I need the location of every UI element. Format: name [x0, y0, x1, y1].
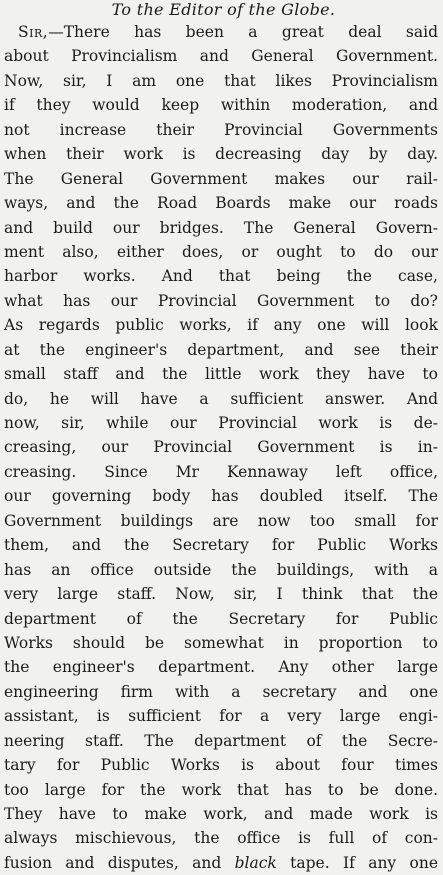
text-line-content: department of the Secretary for Public [4, 609, 438, 628]
text-line [4, 289, 438, 313]
text-line [4, 631, 438, 655]
text-line-content: creasing, our Provincial Government is in- [4, 438, 438, 457]
text-line-content: them, and the Secretary for Public Works [4, 536, 438, 555]
text-line [4, 191, 438, 215]
text-line-content: too large for the work that has to be done. [4, 780, 438, 799]
text-line [4, 118, 438, 142]
text-line-content: has an office outside the buildings, with a [4, 560, 438, 579]
text-line [4, 558, 438, 582]
italic-word: black [234, 853, 277, 872]
text-line [4, 387, 438, 411]
text-line-content: the engineer's department. Any other large [4, 658, 438, 677]
text-line-content: always mischievous, the office is full of con- [4, 829, 438, 848]
text-line [4, 607, 438, 631]
text-line [4, 264, 438, 288]
text-line [4, 216, 438, 240]
text-line-content: As regards public works, if any one will look [4, 316, 438, 335]
text-line-content: about Provincialism and General Government. [4, 47, 438, 66]
text-line-content: neering staff. The department of the Secre- [4, 731, 438, 750]
text-line-content: do, he will have a sufficient answer. And [4, 389, 438, 408]
text-line-content: engineering firm with a secretary and one [4, 682, 438, 701]
text-line [4, 93, 438, 117]
text-line [4, 680, 438, 704]
text-line [4, 20, 438, 44]
text-line [4, 704, 438, 728]
text-line-content: our governing body has doubled itself. The [4, 487, 438, 506]
letter-heading: To the Editor of the Globe. [111, 0, 336, 19]
text-line [4, 338, 438, 362]
text-line-suffix: tape. If any one [276, 853, 438, 872]
text-line [4, 435, 438, 459]
text-line-content: ment also, either does, or ought to do our [4, 242, 438, 261]
text-line-content: very large staff. Now, sir, I think that the [4, 585, 438, 604]
text-line [4, 851, 438, 875]
text-line-content: and build our bridges. The General Govern- [4, 218, 438, 237]
text-line [4, 142, 438, 166]
text-line [4, 167, 438, 191]
text-line-content: now, sir, while our Provincial work is de- [4, 414, 438, 432]
text-line-content: what has our Provincial Government to do? [4, 291, 438, 310]
text-line [4, 729, 438, 753]
text-line-content: The General Government makes our rail- [4, 169, 438, 188]
text-line-content: Works should be somewhat in proportion to [4, 633, 438, 652]
text-line [4, 655, 438, 679]
text-line-content: tary for Public Works is about four times [4, 756, 438, 775]
text-line-content: when their work is decreasing day by day. [4, 145, 438, 164]
text-line-content: assistant, is sufficient for a very large engi- [4, 707, 438, 726]
text-line-content: Now, sir, I am one that likes Provincialism [4, 71, 438, 90]
text-line-content: creasing. Since Mr Kennaway left office, [4, 462, 438, 481]
text-line [4, 778, 438, 802]
text-line [4, 533, 438, 557]
text-line [4, 69, 438, 93]
text-line-content: if they would keep within moderation, and [4, 96, 438, 115]
text-line [4, 411, 438, 435]
text-line-content: —There has been a great deal said [48, 23, 438, 41]
text-line [4, 44, 438, 68]
letter-body [4, 20, 443, 875]
text-line-content: They have to make work, and made work is [4, 805, 438, 823]
text-line-content: Government buildings are now too small for [4, 511, 438, 530]
text-line [4, 802, 438, 826]
text-line [4, 753, 438, 777]
text-line [4, 484, 438, 508]
salutation: Sir, [18, 23, 49, 41]
text-line [4, 826, 438, 850]
text-line [4, 362, 438, 386]
text-line [4, 460, 438, 484]
text-line [4, 582, 438, 606]
text-line [4, 240, 438, 264]
text-line-content: at the engineer's department, and see their [4, 340, 438, 359]
text-line [4, 313, 438, 337]
text-line-content: not increase their Provincial Governments [4, 120, 438, 139]
text-line [4, 509, 438, 533]
text-line-content: harbor works. And that being the case, [4, 267, 438, 286]
text-line-content: ways, and the Road Boards make our roads [4, 194, 438, 213]
text-line-prefix: fusion and disputes, and [4, 853, 235, 872]
text-line-content: small staff and the little work they have to [4, 365, 438, 384]
